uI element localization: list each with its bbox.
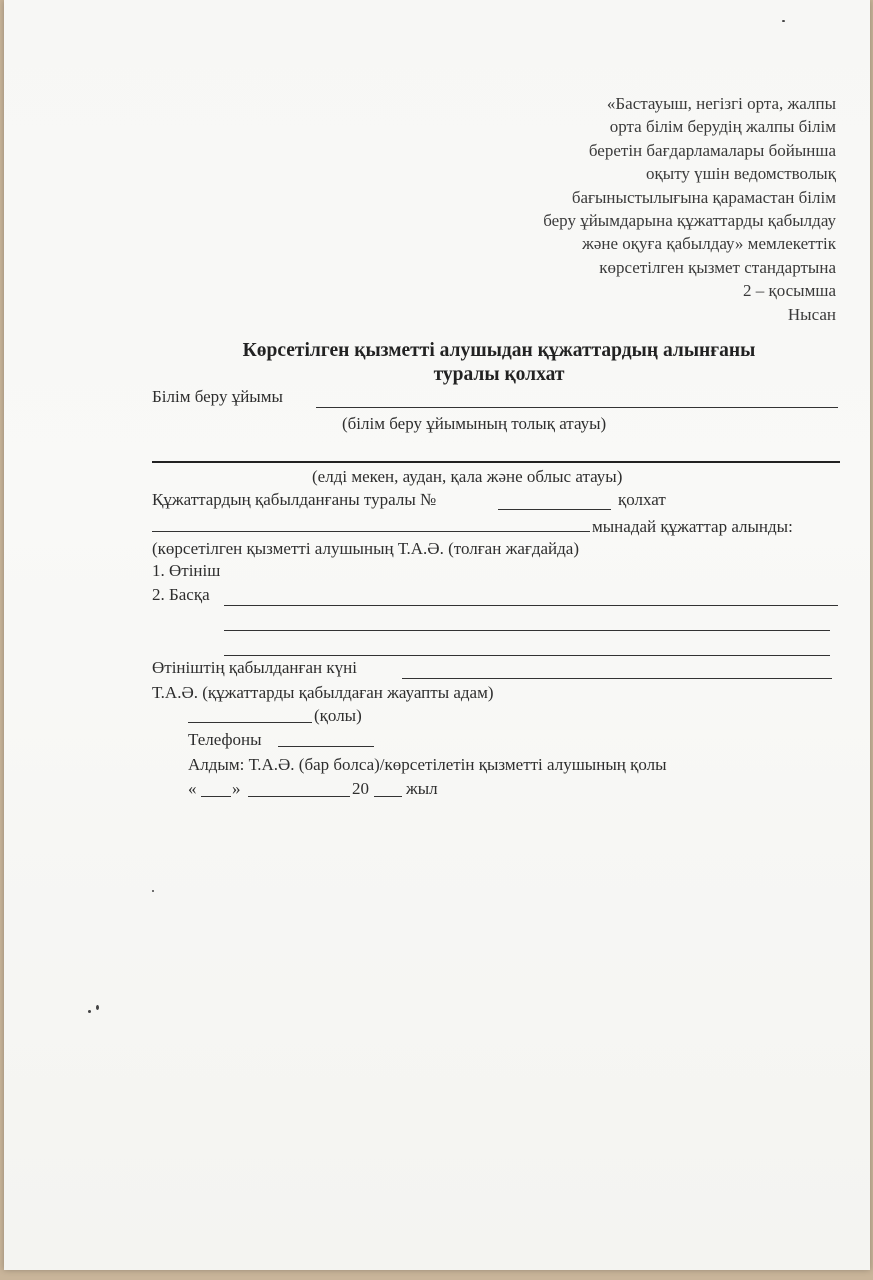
org-underline (316, 407, 838, 408)
month-underline (248, 796, 350, 797)
title-line-2: туралы қолхат (433, 364, 565, 385)
header-line: оқыту үшін ведомстволық (646, 164, 836, 184)
header-line: 2 – қосымша (742, 281, 836, 301)
item-application: 1. Өтініш (152, 561, 221, 580)
header-line: көрсетілген қызмет стандартына (599, 257, 836, 277)
year-underline (374, 796, 402, 797)
document-page (4, 0, 870, 1270)
other-underline-1 (224, 605, 838, 606)
date-label: Өтініштің қабылданған күні (152, 658, 357, 677)
locality-hint: (елді мекен, аудан, қала және облыс атауы) (312, 467, 623, 486)
header-line: «Бастауыш, негізгі орта, жалпы (606, 94, 836, 113)
appendix-header (416, 92, 836, 326)
recipient-hint: (көрсетілген қызметті алушының Т.А.Ә. (толған жағдайда) (152, 539, 579, 558)
header-line: беретін бағдарламалары бойынша (588, 140, 836, 160)
other-underline-2 (224, 630, 830, 631)
item-other: 2. Басқа (152, 585, 210, 604)
paper-speck (782, 20, 785, 22)
year-suffix: жыл (406, 779, 438, 798)
day-underline (201, 796, 231, 797)
phone-underline (278, 746, 374, 747)
date-underline (402, 678, 832, 679)
locality-underline (152, 461, 840, 463)
date-open-quote: « (188, 779, 197, 798)
received-label: Алдым: Т.А.Ә. (бар болса)/көрсетілетін қызметті алушының қолы (188, 755, 667, 774)
receipt-label: Құжаттардың қабылданғаны туралы № (152, 490, 437, 509)
signature-label: (қолы) (314, 706, 362, 725)
receipt-suffix: қолхат (618, 490, 666, 509)
header-line: Нысан (787, 304, 836, 324)
header-line: және оқуға қабылдау» мемлекеттік (582, 234, 836, 254)
date-close-quote: » (232, 779, 241, 798)
header-line: бағыныстылығына қарамастан білім (571, 187, 836, 207)
year-prefix: 20 (352, 779, 369, 798)
other-underline-3 (224, 655, 830, 656)
document-title (154, 339, 844, 387)
phone-label: Телефоны (188, 730, 262, 749)
paper-speck (96, 1005, 99, 1010)
header-line: орта білім берудің жалпы білім (609, 117, 836, 137)
responsible-label: Т.А.Ә. (құжаттарды қабылдаған жауапты адам) (152, 683, 494, 702)
docs-received-text: мынадай құжаттар алынды: (592, 517, 793, 536)
title-line-1: Көрсетілген қызметті алушыдан құжаттардың алынғаны (242, 340, 756, 361)
receipt-number-underline (498, 509, 611, 510)
header-line: беру ұйымдарына құжаттарды қабылдау (543, 211, 836, 231)
signature-underline (188, 722, 312, 723)
org-label: Білім беру ұйымы (152, 387, 283, 406)
paper-speck (88, 1010, 91, 1013)
recipient-underline (152, 531, 590, 532)
paper-speck (152, 890, 154, 892)
org-hint: (білім беру ұйымының толық атауы) (342, 414, 607, 433)
